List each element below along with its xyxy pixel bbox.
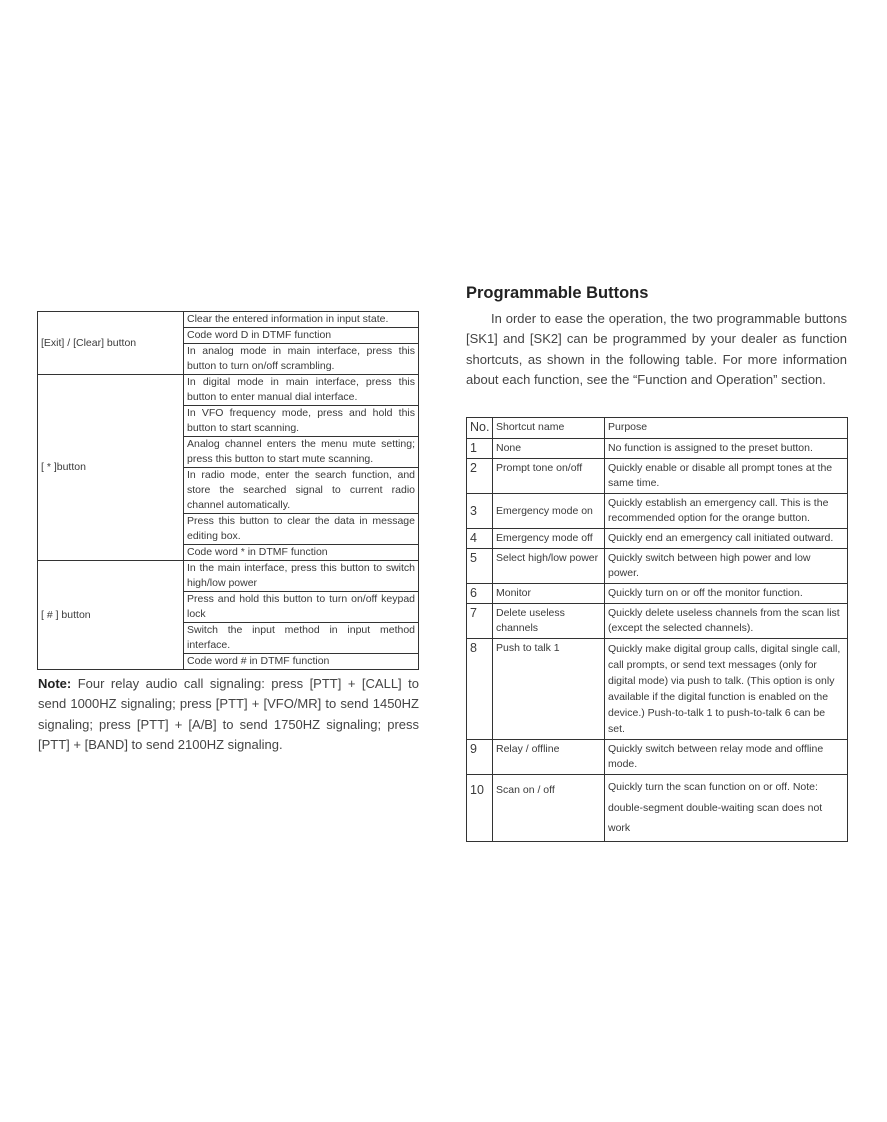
- shortcut-name: Delete useless channels: [493, 604, 605, 639]
- key-description-cell: Code word D in DTMF function: [184, 328, 419, 344]
- row-number: 8: [467, 639, 493, 740]
- shortcut-purpose: Quickly turn the scan function on or off. Note: double-segment double-waiting scan does not work: [605, 775, 848, 842]
- shortcut-name: Scan on / off: [493, 775, 605, 842]
- shortcut-name: Emergency mode off: [493, 529, 605, 549]
- key-description-cell: Analog channel enters the menu mute setting; press this button to start mute scanning.: [184, 437, 419, 468]
- shortcut-purpose: Quickly turn on or off the monitor function.: [605, 584, 848, 604]
- shortcut-purpose: Quickly establish an emergency call. This is the recommended option for the orange button.: [605, 494, 848, 529]
- row-number: 7: [467, 604, 493, 639]
- table-row: [467, 459, 848, 494]
- shortcut-name: Relay / offline: [493, 740, 605, 775]
- table-row: [38, 312, 419, 328]
- row-number: 9: [467, 740, 493, 775]
- table-row: [467, 439, 848, 459]
- key-function-table: [37, 311, 419, 670]
- shortcut-purpose: Quickly enable or disable all prompt tones at the same time.: [605, 459, 848, 494]
- row-number: 2: [467, 459, 493, 494]
- shortcut-purpose: Quickly end an emergency call initiated outward.: [605, 529, 848, 549]
- key-description-cell: In analog mode in main interface, press this button to turn on/off scrambling.: [184, 344, 419, 375]
- table-row: [467, 584, 848, 604]
- shortcut-purpose: No function is assigned to the preset button.: [605, 439, 848, 459]
- shortcut-name: Select high/low power: [493, 549, 605, 584]
- key-description-cell: Code word # in DTMF function: [184, 654, 419, 670]
- note-text: Four relay audio call signaling: press [PTT] + [CALL] to send 1000HZ signaling; press [PTT] + [VFO/MR] to send 1450HZ signaling; press [PTT] + [A/B] to send 1750HZ signaling; press [PTT] + [BAND] to send 2100HZ signaling.: [38, 676, 419, 752]
- shortcut-purpose: Quickly switch between relay mode and offline mode.: [605, 740, 848, 775]
- table-row: [467, 494, 848, 529]
- table-row: [467, 604, 848, 639]
- table-header-row: [467, 418, 848, 439]
- column-header-shortcut-name: Shortcut name: [493, 418, 605, 439]
- table-row: [467, 740, 848, 775]
- note-label: Note:: [38, 676, 72, 691]
- table-row: [467, 549, 848, 584]
- intro-paragraph: In order to ease the operation, the two programmable buttons [SK1] and [SK2] can be programmed by your dealer as function shortcuts, as shown in the following table. For more information about each function, see the “Function and Operation” section.: [466, 311, 847, 387]
- shortcut-name: Monitor: [493, 584, 605, 604]
- column-header-no: No.: [467, 418, 493, 439]
- row-number: 3: [467, 494, 493, 529]
- shortcut-name: Prompt tone on/off: [493, 459, 605, 494]
- key-name-cell: [ # ] button: [38, 561, 184, 670]
- key-description-cell: In VFO frequency mode, press and hold this button to start scanning.: [184, 406, 419, 437]
- shortcut-table: [466, 417, 848, 842]
- table-row: [467, 775, 848, 842]
- shortcut-name: None: [493, 439, 605, 459]
- column-header-purpose: Purpose: [605, 418, 848, 439]
- key-description-cell: Clear the entered information in input state.: [184, 312, 419, 328]
- key-description-cell: Press this button to clear the data in message editing box.: [184, 514, 419, 545]
- row-number: 6: [467, 584, 493, 604]
- key-name-cell: [Exit] / [Clear] button: [38, 312, 184, 375]
- section-heading: Programmable Buttons: [466, 284, 649, 302]
- key-description-cell: Switch the input method in input method interface.: [184, 623, 419, 654]
- table-row: [467, 639, 848, 740]
- key-description-cell: Press and hold this button to turn on/off keypad lock: [184, 592, 419, 623]
- key-description-cell: Code word * in DTMF function: [184, 545, 419, 561]
- row-number: 5: [467, 549, 493, 584]
- table-row: [38, 561, 419, 592]
- shortcut-purpose: Quickly make digital group calls, digital single call, call prompts, or send text messages (only for digital mode) via push to talk. (This option is only available if the digital function is enabled on the device.) Push-to-talk 1 to push-to-talk 6 can be set.: [605, 639, 848, 740]
- shortcut-purpose: Quickly switch between high power and low power.: [605, 549, 848, 584]
- key-name-cell: [ * ]button: [38, 375, 184, 561]
- shortcut-purpose: Quickly delete useless channels from the scan list (except the selected channels).: [605, 604, 848, 639]
- key-description-cell: In digital mode in main interface, press this button to enter manual dial interface.: [184, 375, 419, 406]
- shortcut-name: Push to talk 1: [493, 639, 605, 740]
- shortcut-name: Emergency mode on: [493, 494, 605, 529]
- table-row: [38, 375, 419, 406]
- row-number: 1: [467, 439, 493, 459]
- row-number: 10: [467, 775, 493, 842]
- key-description-cell: In radio mode, enter the search function, and store the searched signal to current radio channel automatically.: [184, 468, 419, 514]
- table-row: [467, 529, 848, 549]
- note-paragraph: [38, 674, 419, 755]
- key-description-cell: In the main interface, press this button to switch high/low power: [184, 561, 419, 592]
- row-number: 4: [467, 529, 493, 549]
